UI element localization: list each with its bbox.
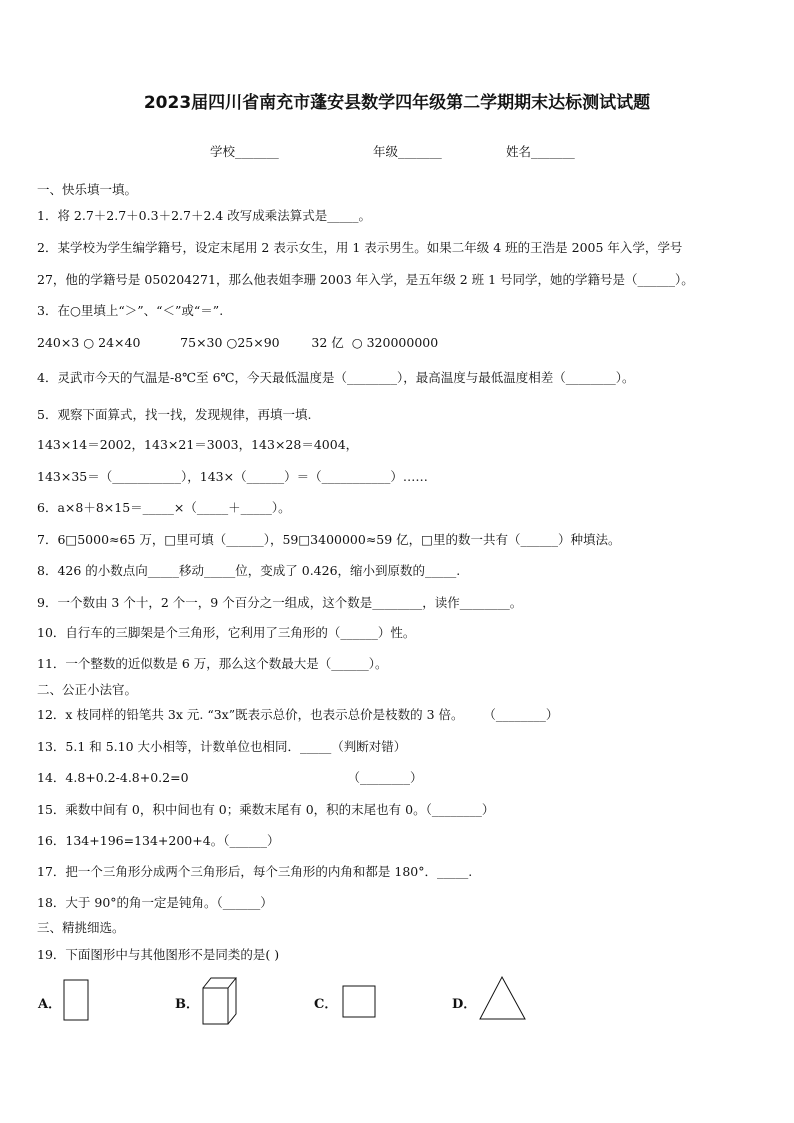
question-3-items: 240×3 ○ 24×40 75×30 ○25×90 32 亿 ○ 320000000 [37, 335, 439, 350]
question-10: 10．自行车的三脚架是个三角形，它利用了三角形的（______）性。 [37, 625, 416, 640]
section-heading-2: 二、公正小法官。 [37, 682, 138, 697]
square-shape-icon [342, 985, 378, 1021]
rectangle-shape-icon [63, 979, 91, 1023]
question-4: 4．灵武市今天的气温是-8℃至 6℃，今天最低温度是（________），最高温度与最低温度相差（________）。 [37, 370, 635, 385]
question-8: 8．426 的小数点向_____移动_____位，变成了 0.426，缩小到原数的_____. [37, 563, 461, 578]
triangle-shape-icon [479, 976, 529, 1022]
grade-field: 年级_______ [373, 144, 442, 159]
question-6: 6．a×8＋8×15＝_____×（_____＋_____）。 [37, 500, 291, 515]
question-14: 14．4.8+0.2-4.8+0.2=0 （________） [37, 770, 423, 785]
option-d-label: D． [452, 997, 477, 1012]
question-2-line-2: 27，他的学籍号是 050204271，那么他表姐李珊 2003 年入学，是五年级 2 班 1 号同学，她的学籍号是（______）。 [37, 272, 694, 287]
question-5: 5．观察下面算式，找一找，发现规律，再填一填. [37, 407, 312, 422]
question-18: 18．大于 90°的角一定是钝角。（______） [37, 895, 273, 910]
question-17: 17．把一个三角形分成两个三角形后，每个三角形的内角和都是 180°．_____. [37, 864, 473, 879]
page-title: 2023届四川省南充市蓬安县数学四年级第二学期期末达标测试试题 [143, 93, 651, 113]
school-field: 学校_______ [210, 144, 279, 159]
question-19: 19．下面图形中与其他图形不是同类的是( ) [37, 947, 280, 962]
question-11: 11．一个整数的近似数是 6 万，那么这个数最大是（______）。 [37, 656, 388, 671]
question-16: 16．134+196=134+200+4。（______） [37, 833, 280, 848]
option-b-label: B． [175, 997, 199, 1012]
question-12: 12．x 枝同样的铅笔共 3x 元. “3x”既表示总价，也表示总价是枝数的 3 倍。 （________） [37, 707, 559, 722]
cuboid-shape-icon [201, 975, 241, 1027]
question-5-fill: 143×35＝（___________），143×（______）＝（___________）…… [37, 469, 428, 484]
question-2-line-1: 2．某学校为学生编学籍号，设定末尾用 2 表示女生，用 1 表示男生。如果二年级 4 班的王浩是 2005 年入学，学号 [37, 240, 683, 255]
question-3: 3．在○里填上“＞”、“＜”或“＝”. [37, 303, 224, 318]
option-a-label: A． [38, 997, 62, 1012]
question-1: 1．将 2.7＋2.7＋0.3＋2.7＋2.4 改写成乘法算式是_____。 [37, 208, 372, 223]
option-c-label: C． [314, 997, 338, 1012]
question-5-pattern: 143×14＝2002，143×21＝3003，143×28＝4004， [37, 437, 359, 452]
question-15: 15．乘数中间有 0，积中间也有 0；乘数末尾有 0，积的末尾也有 0。（________） [37, 802, 495, 817]
question-7: 7．6□5000≈65 万，□里可填（______），59□3400000≈59 亿，□里的数一共有（______）种填法。 [37, 532, 621, 547]
question-13: 13．5.1 和 5.10 大小相等，计数单位也相同．_____（判断对错） [37, 739, 407, 754]
section-heading-3: 三、精挑细选。 [37, 920, 125, 935]
name-field: 姓名_______ [506, 144, 575, 159]
question-9: 9．一个数由 3 个十，2 个一，9 个百分之一组成，这个数是________，读作________。 [37, 595, 523, 610]
section-heading-1: 一、快乐填一填。 [37, 182, 138, 197]
